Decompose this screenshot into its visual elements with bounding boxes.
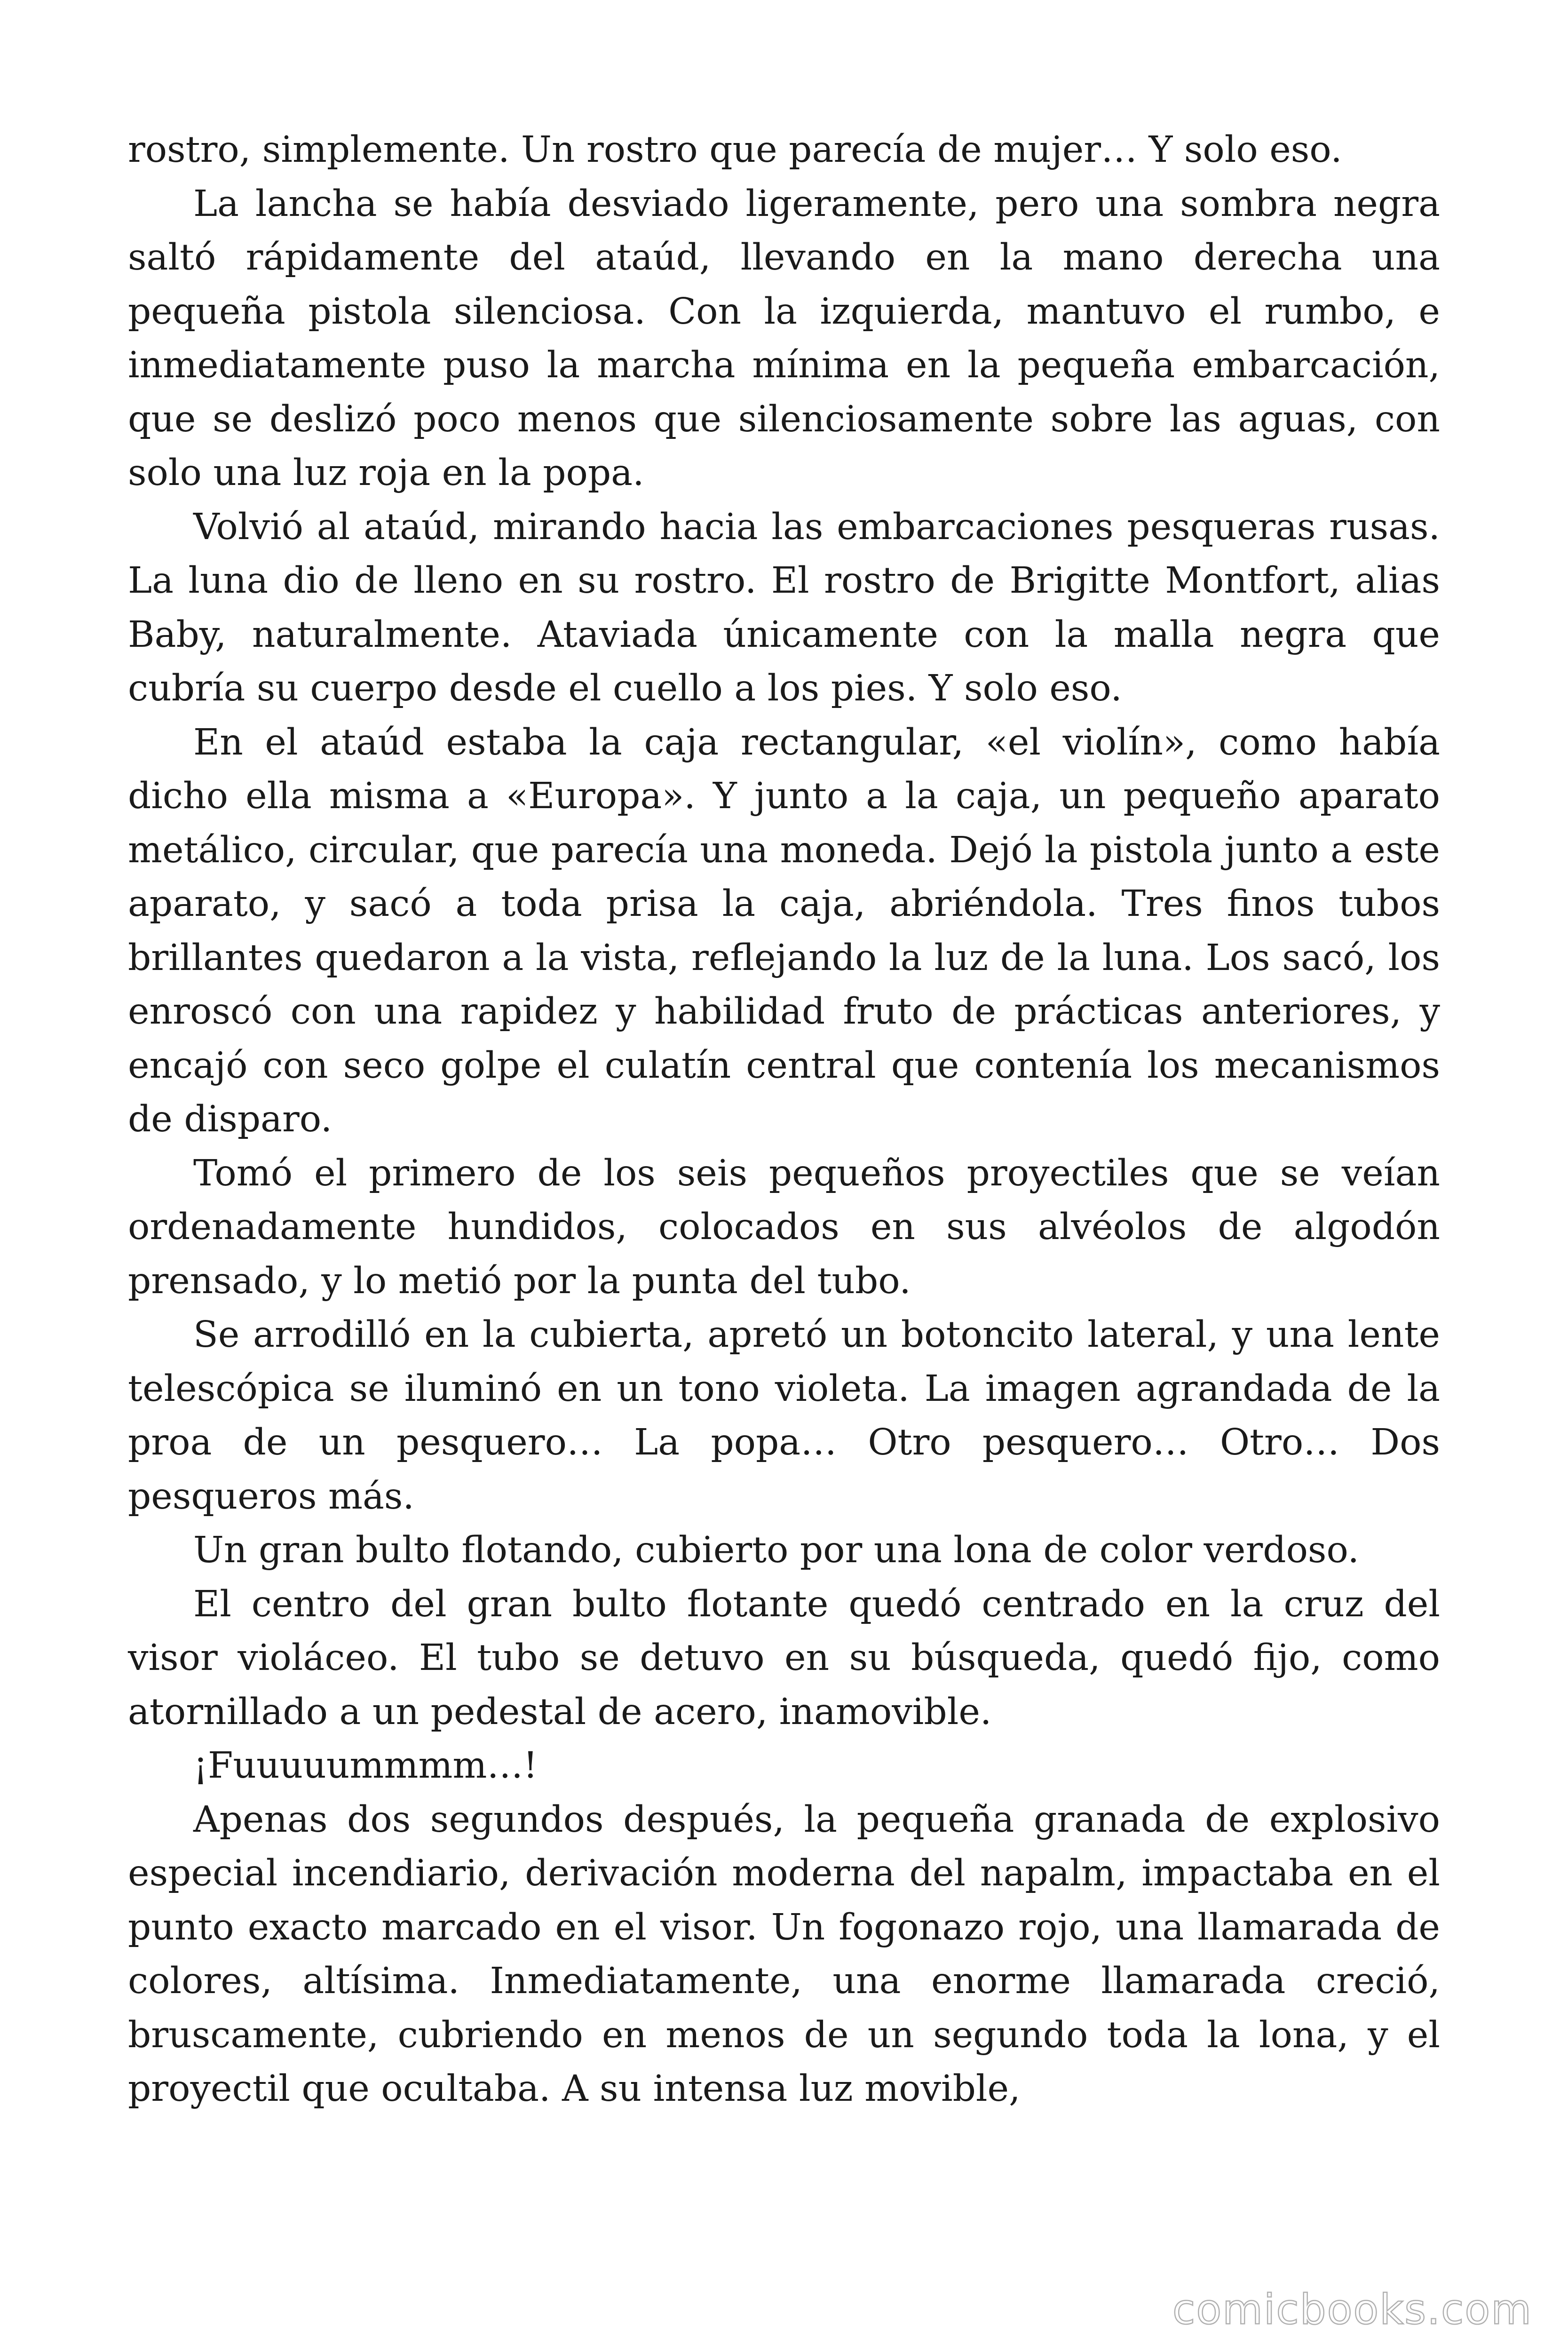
paragraph-4: En el ataúd estaba la caja rectangular, «el violín», como había dicho ella misma a «Europa». Y junto a la caja, un pequeño aparato metálico, circular, que parecía una moneda. Dejó la pistola junto a este aparato, y sacó a toda prisa la caja, abriéndola. Tres finos tubos brillantes quedaron a la vista, reflejando la luz de la luna. Los sacó, los enroscó con una rapidez y habilidad fruto de prácticas anteriores, y encajó con seco golpe el culatín central que contenía los mecanismos de disparo. <box>128 721 1440 1140</box>
paragraph-6: Se arrodilló en la cubierta, apretó un botoncito lateral, y una lente telescópica se iluminó en un tono violeta. La imagen agrandada de la proa de un pesquero… La popa… Otro pesquero… Otro… Dos pesqueros más. <box>128 1314 1440 1518</box>
paragraph-1: rostro, simplemente. Un rostro que parecía de mujer… Y solo eso. <box>128 129 1342 171</box>
paragraph-9: ¡Fuuuuummmm…! <box>193 1745 538 1787</box>
paragraph-2: La lancha se había desviado ligeramente, pero una sombra negra saltó rápidamente del ataúd, llevando en la mano derecha una pequeña pistola silenciosa. Con la izquierda, mantuvo el rumbo, e inmediatamente puso la marcha mínima en la pequeña embarcación, que se deslizó poco menos que silenciosamente sobre las aguas, con solo una luz roja en la popa. <box>128 183 1440 494</box>
watermark-logo: comicbooks.com <box>1172 2285 1532 2334</box>
paragraph-10: Apenas dos segundos después, la pequeña granada de explosivo especial incendiario, derivación moderna del napalm, impactaba en el punto exacto marcado en el visor. Un fogonazo rojo, una llamarada de colores, altísima. Inmediatamente, una enorme llamarada creció, bruscamente, cubriendo en menos de un segundo toda la lona, y el proyectil que ocultaba. A su intensa luz movible, <box>128 1798 1440 2110</box>
paragraph-8: El centro del gran bulto flotante quedó centrado en la cruz del visor violáceo. El tubo se detuvo en su búsqueda, quedó fijo, como atornillado a un pedestal de acero, inamovible. <box>128 1583 1440 1733</box>
body-text <box>128 123 1440 2116</box>
paragraph-7: Un gran bulto flotando, cubierto por una lona de color verdoso. <box>193 1529 1359 1571</box>
paragraph-5: Tomó el primero de los seis pequeños proyectiles que se veían ordenadamente hundidos, colocados en sus alvéolos de algodón prensado, y lo metió por la punta del tubo. <box>128 1152 1440 1302</box>
paragraph-3: Volvió al ataúd, mirando hacia las embarcaciones pesqueras rusas. La luna dio de lleno en su rostro. El rostro de Brigitte Montfort, alias Baby, naturalmente. Ataviada únicamente con la malla negra que cubría su cuerpo desde el cuello a los pies. Y solo eso. <box>128 506 1440 709</box>
